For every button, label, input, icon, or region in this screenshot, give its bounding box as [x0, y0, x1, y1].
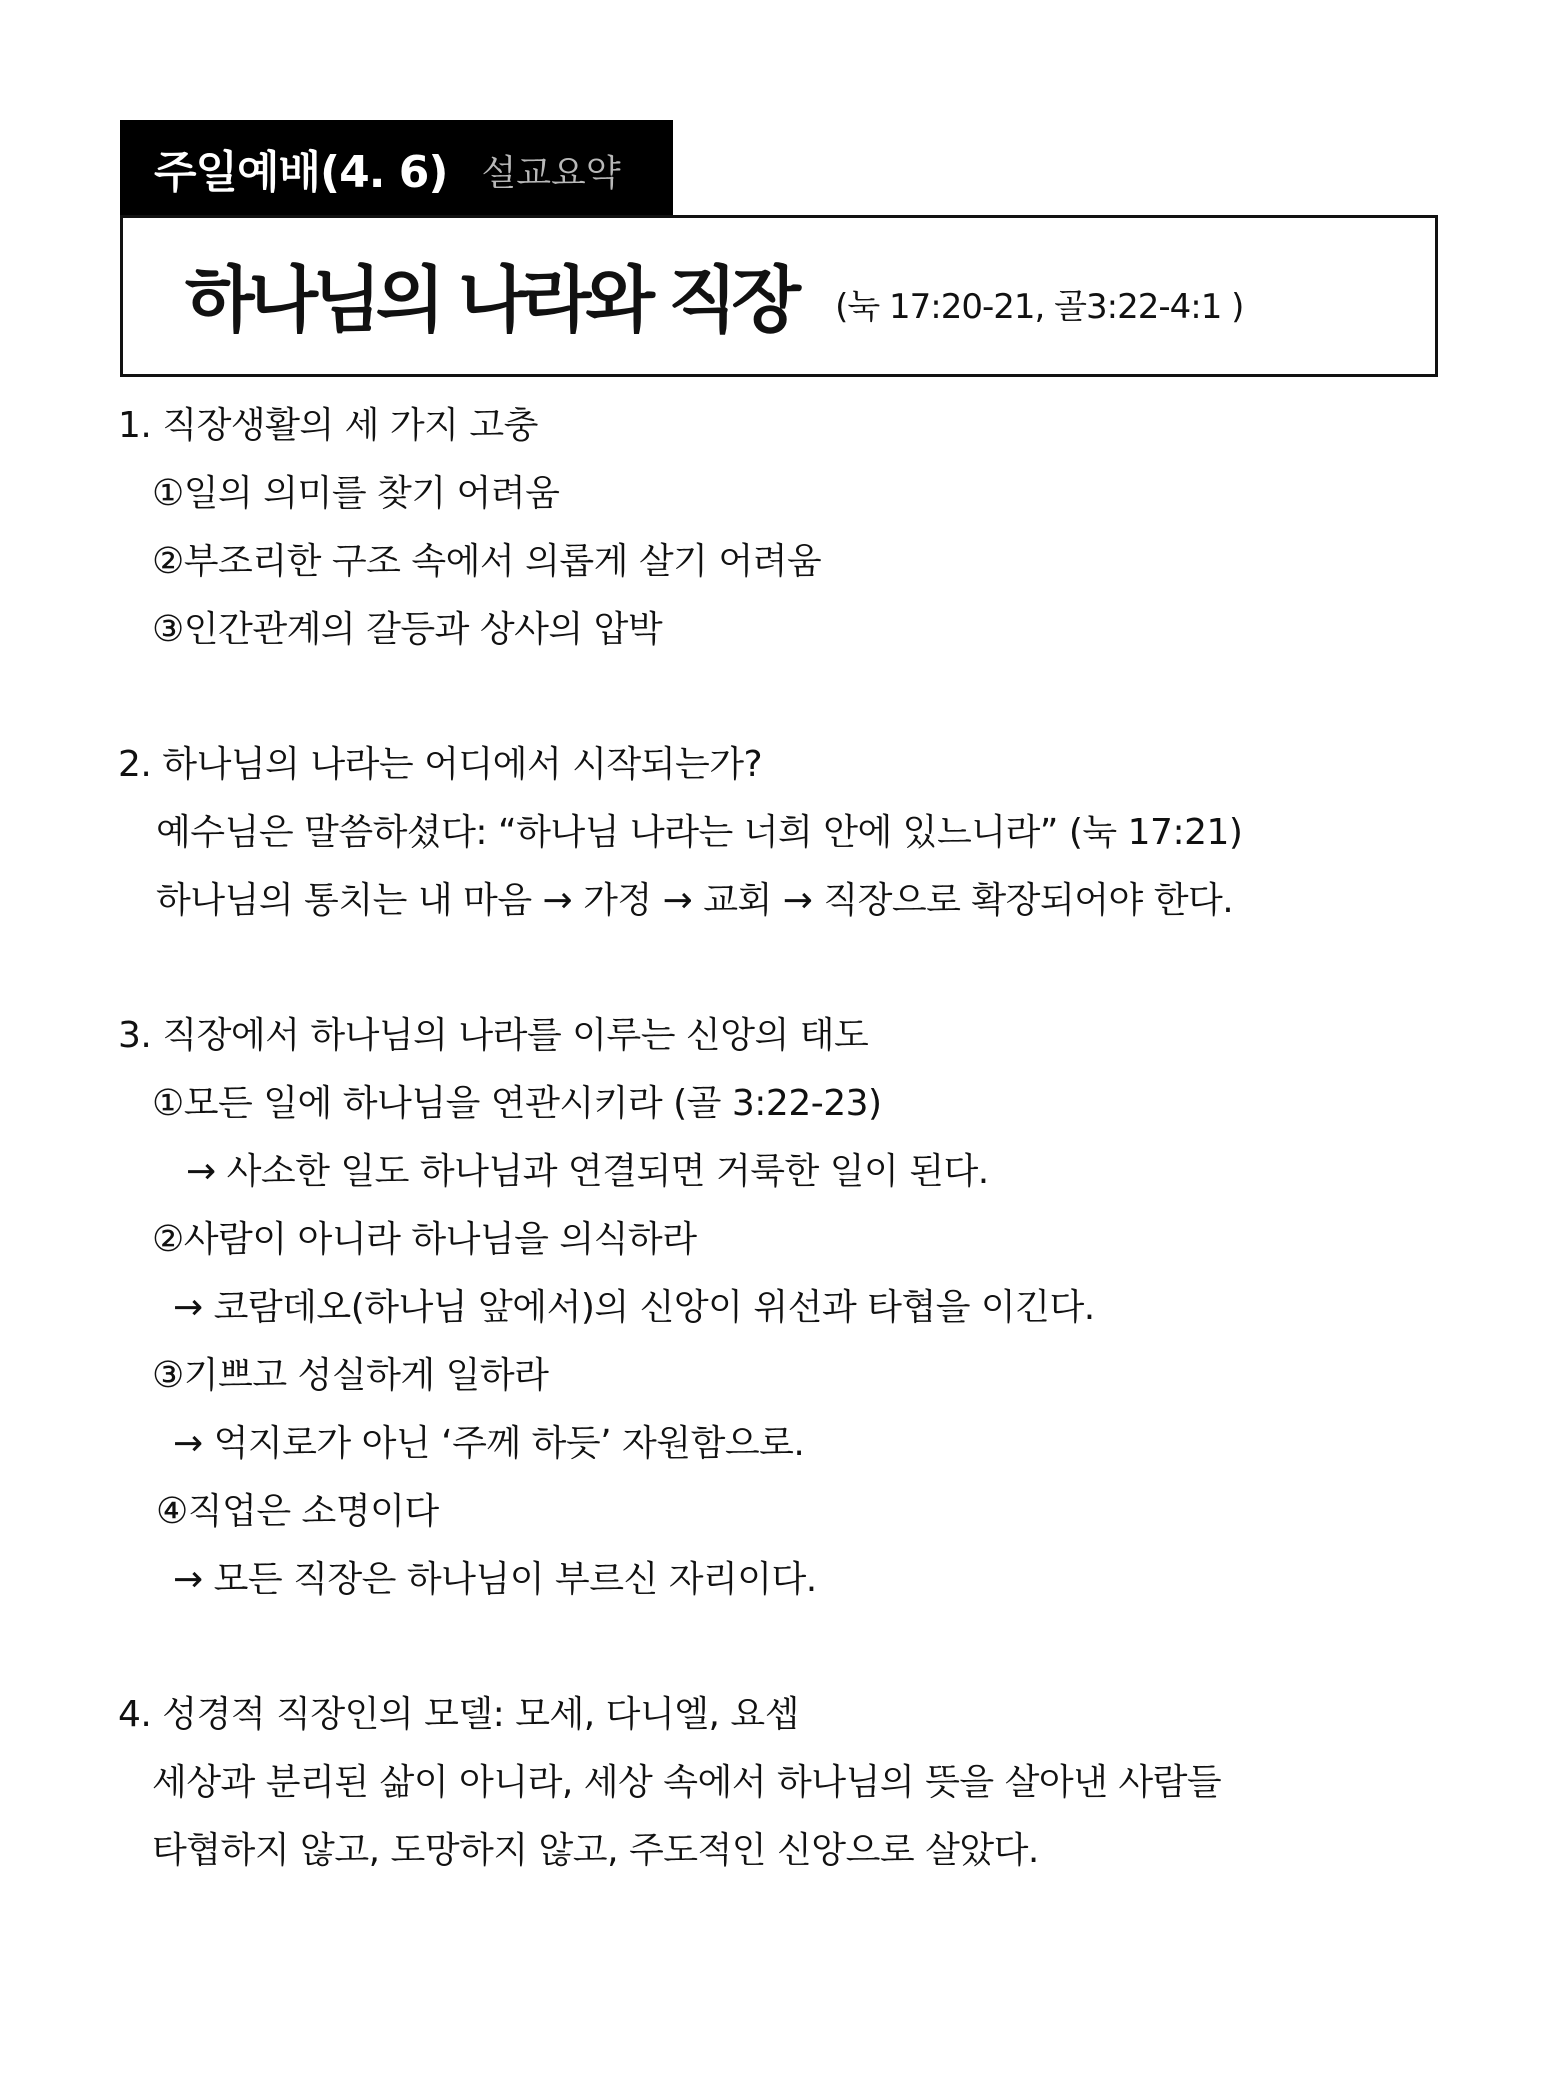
- outline-point: ④직업은 소명이다: [156, 1491, 439, 1532]
- outline-text: 예수님은 말씀하셨다: “하나님 나라는 너희 안에 있느니라” (눅 17:21): [156, 812, 1243, 853]
- section-4: [118, 1681, 1458, 1885]
- section-2: [118, 731, 1458, 935]
- scripture-reference: (눅 17:20-21, 골3:22-4:1 ): [835, 286, 1244, 327]
- outline-point: ②부조리한 구조 속에서 의롭게 살기 어려움: [152, 541, 822, 582]
- summary-label: 설교요약: [481, 153, 621, 194]
- section-heading: 1. 직장생활의 세 가지 고충: [118, 405, 538, 446]
- outline-text: 타협하지 않고, 도망하지 않고, 주도적인 신앙으로 살았다.: [152, 1830, 1039, 1871]
- outline-point: ①모든 일에 하나님을 연관시키라 (골 3:22-23): [152, 1083, 882, 1124]
- outline-text: 세상과 분리된 삶이 아니라, 세상 속에서 하나님의 뜻을 살아낸 사람들: [152, 1762, 1222, 1803]
- section-1: [118, 392, 1458, 664]
- outline-explanation: → 코람데오(하나님 앞에서)의 신앙이 위선과 타협을 이긴다.: [173, 1287, 1095, 1328]
- outline-point: ③기쁘고 성실하게 일하라: [152, 1355, 549, 1396]
- sermon-outline: [118, 392, 1458, 1952]
- outline-point: ②사람이 아니라 하나님을 의식하라: [152, 1219, 697, 1260]
- outline-point: ①일의 의미를 찾기 어려움: [152, 473, 560, 514]
- sermon-title: 하나님의 나라와 직장: [185, 258, 796, 342]
- outline-point: ③인간관계의 갈등과 상사의 압박: [152, 609, 663, 650]
- outline-explanation: → 사소한 일도 하나님과 연결되면 거룩한 일이 된다.: [186, 1151, 989, 1192]
- outline-explanation: → 억지로가 아닌 ‘주께 하듯’ 자원함으로.: [173, 1423, 805, 1464]
- section-heading: 4. 성경적 직장인의 모델: 모세, 다니엘, 요셉: [118, 1694, 799, 1735]
- service-label: 주일예배(4. 6): [154, 146, 448, 198]
- section-heading: 2. 하나님의 나라는 어디에서 시작되는가?: [118, 744, 763, 785]
- section-3: [118, 1002, 1458, 1614]
- outline-text: 하나님의 통치는 내 마음 → 가정 → 교회 → 직장으로 확장되어야 한다.: [156, 880, 1234, 921]
- sermon-title-box: [120, 215, 1438, 377]
- header-tab: [120, 120, 673, 215]
- section-heading: 3. 직장에서 하나님의 나라를 이루는 신앙의 태도: [118, 1015, 869, 1056]
- outline-explanation: → 모든 직장은 하나님이 부르신 자리이다.: [173, 1559, 817, 1600]
